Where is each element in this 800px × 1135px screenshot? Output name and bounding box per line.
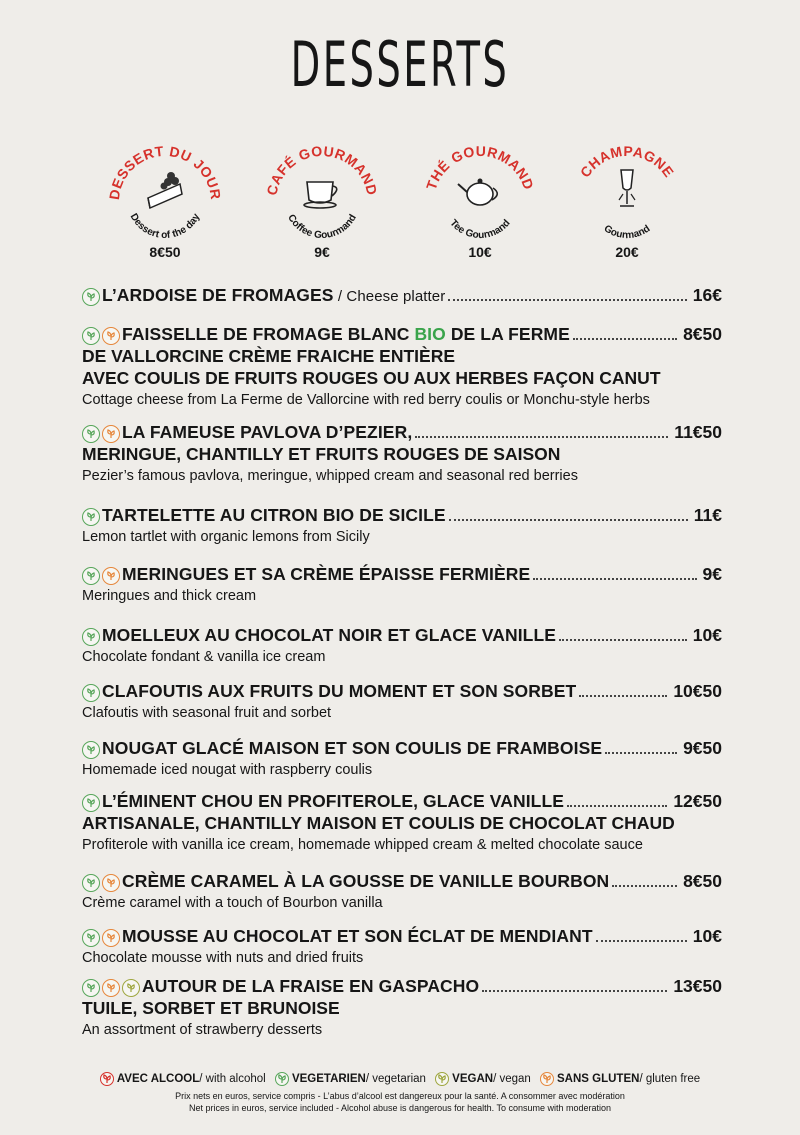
special-dessert-du-jour — [105, 138, 225, 268]
gluten-free-icon — [102, 979, 120, 997]
gluten-free-icon — [540, 1072, 554, 1086]
item-price: 13€50 — [673, 976, 722, 996]
item-price: 11€50 — [674, 422, 722, 442]
vegan-icon — [435, 1072, 449, 1086]
special-price: 20€ — [615, 244, 639, 260]
vegetarian-icon — [82, 327, 100, 345]
item-price: 11€ — [693, 505, 722, 525]
item-description: Pezier’s famous pavlova, meringue, whipped cream and seasonal red berries — [82, 468, 578, 484]
menu-item — [82, 925, 722, 968]
leader-dots — [596, 940, 687, 942]
alcohol-icon — [100, 1072, 114, 1086]
item-description: Homemade iced nougat with raspberry coulis — [82, 762, 373, 778]
item-name: MOELLEUX AU CHOCOLAT NOIR ET GLACE VANILLE — [102, 625, 557, 645]
special-cafe-gourmand — [262, 138, 382, 268]
special-champagne — [567, 138, 687, 268]
item-name-continued: DE VALLORCINE CRÈME FRAICHE ENTIÈRE — [82, 346, 456, 366]
item-price: 10€ — [692, 625, 722, 645]
item-name-continued: MERINGUE, CHANTILLY ET FRUITS ROUGES DE SAISON — [82, 444, 561, 464]
vegetarian-icon — [82, 929, 100, 947]
item-name: LA FAMEUSE PAVLOVA D’PEZIER, — [122, 422, 413, 442]
menu-item — [82, 323, 722, 410]
item-name: CRÈME CARAMEL À LA GOUSSE DE VANILLE BOURBON — [122, 871, 610, 891]
item-description: Chocolate mousse with nuts and dried fruits — [82, 950, 364, 966]
menu-item — [82, 680, 722, 723]
leader-dots — [612, 885, 677, 887]
item-description: Crème caramel with a touch of Bourbon vanilla — [82, 895, 383, 911]
special-price: 8€50 — [149, 244, 181, 260]
menu-item — [82, 975, 722, 1040]
svg-text:Coffee Gourmand — [285, 213, 359, 242]
vegetarian-icon — [82, 567, 100, 585]
item-description: Chocolate fondant & vanilla ice cream — [82, 649, 326, 665]
leader-dots — [415, 436, 668, 438]
item-description: Lemon tartlet with organic lemons from Sicily — [82, 529, 370, 545]
item-name: TARTELETTE AU CITRON BIO DE SICILE — [102, 505, 446, 525]
leader-dots — [605, 752, 677, 754]
footnote-en: Net prices in euros, service included - Alcohol abuse is dangerous for health. To consume with moderation — [188, 1103, 612, 1113]
item-name: L’ARDOISE DE FROMAGES / Cheese platter — [102, 285, 446, 305]
vegan-icon — [122, 979, 140, 997]
special-name: DESSERT DU JOUR — [105, 142, 225, 201]
vegetarian-icon — [82, 628, 100, 646]
leader-dots — [449, 519, 688, 521]
svg-text:Tee Gourmand — [447, 218, 512, 241]
champagne-glass-icon — [602, 164, 652, 214]
menu-item — [82, 870, 722, 913]
leader-dots — [482, 990, 667, 992]
page-title: DESSERTS — [290, 28, 510, 101]
vegetarian-icon — [82, 979, 100, 997]
leader-dots — [559, 639, 687, 641]
item-price: 8€50 — [683, 871, 722, 891]
item-price: 16€ — [692, 285, 722, 305]
item-price: 8€50 — [683, 324, 722, 344]
vegetarian-icon — [275, 1072, 289, 1086]
item-name: CLAFOUTIS AUX FRUITS DU MOMENT ET SON SORBET — [102, 681, 577, 701]
special-name: THÉ GOURMAND — [422, 142, 538, 192]
cake-icon — [140, 164, 190, 214]
special-name: CAFÉ GOURMAND — [263, 142, 381, 197]
vegetarian-icon — [82, 794, 100, 812]
footnote-fr: Prix nets en euros, service compris - L’abus d’alcool est dangereux pour la santé. A consommer avec modération — [175, 1091, 625, 1101]
special-the-gourmand — [420, 138, 540, 268]
leader-dots — [579, 695, 667, 697]
svg-text:Gourmand — [602, 223, 652, 241]
special-price: 9€ — [314, 244, 330, 260]
menu-item — [82, 624, 722, 667]
item-price: 9€50 — [683, 738, 722, 758]
item-price: 9€ — [702, 564, 722, 584]
vegetarian-icon — [82, 741, 100, 759]
vegetarian-icon — [82, 874, 100, 892]
menu-item — [82, 563, 722, 606]
item-description: Profiterole with vanilla ice cream, homemade whipped cream & melted chocolate sauce — [82, 837, 643, 853]
vegetarian-icon — [82, 425, 100, 443]
menu-item — [82, 284, 722, 306]
menu-item — [82, 790, 722, 855]
item-name: NOUGAT GLACÉ MAISON ET SON COULIS DE FRAMBOISE — [102, 738, 603, 758]
item-name: L’ÉMINENT CHOU EN PROFITEROLE, GLACE VANILLE — [102, 791, 565, 811]
menu-item — [82, 421, 722, 486]
leader-dots — [533, 578, 696, 580]
leader-dots — [448, 299, 686, 301]
bio-label: BIO — [414, 324, 446, 344]
menu-item — [82, 737, 722, 780]
special-english: Gourmand — [601, 223, 653, 242]
item-name-continued: AVEC COULIS DE FRUITS ROUGES OU AUX HERBES FAÇON CANUT — [82, 368, 661, 388]
item-name: MOUSSE AU CHOCOLAT ET SON ÉCLAT DE MENDIANT — [122, 926, 593, 946]
teapot-icon — [455, 164, 505, 214]
gluten-free-icon — [102, 327, 120, 345]
special-english: Dessert of the day — [127, 211, 203, 242]
item-name-continued: TUILE, SORBET ET BRUNOISE — [82, 998, 340, 1018]
gluten-free-icon — [102, 929, 120, 947]
vegetarian-icon — [82, 508, 100, 526]
item-name: AUTOUR DE LA FRAISE EN GASPACHO — [142, 976, 480, 996]
coffee-cup-icon — [297, 164, 347, 214]
legend: AVEC ALCOOL / with alcohol VEGETARIEN / vegetarian VEGAN / vegan SANS GLUTEN / gluten free — [0, 1072, 800, 1087]
item-price: 10€ — [692, 926, 722, 946]
gluten-free-icon — [102, 567, 120, 585]
vegetarian-icon — [82, 288, 100, 306]
menu-item — [82, 504, 722, 547]
gluten-free-icon — [102, 425, 120, 443]
item-description: Clafoutis with seasonal fruit and sorbet — [82, 705, 332, 721]
item-description: Meringues and thick cream — [82, 588, 257, 604]
special-price: 10€ — [468, 244, 492, 260]
item-description: Cottage cheese from La Ferme de Vallorcine with red berry coulis or Monchu-style herbs — [82, 392, 650, 408]
special-name: CHAMPAGNE — [576, 142, 678, 181]
item-price: 10€50 — [673, 681, 722, 701]
gluten-free-icon — [102, 874, 120, 892]
item-price: 12€50 — [673, 791, 722, 811]
vegetarian-icon — [82, 684, 100, 702]
leader-dots — [567, 805, 667, 807]
item-description: An assortment of strawberry desserts — [82, 1022, 323, 1038]
item-name: MERINGUES ET SA CRÈME ÉPAISSE FERMIÈRE — [122, 564, 531, 584]
special-english: Tee Gourmand — [447, 217, 513, 242]
leader-dots — [573, 338, 677, 340]
special-english: Coffee Gourmand — [285, 212, 359, 242]
svg-text:Dessert of the day — [128, 212, 203, 242]
item-name: FAISSELLE DE FROMAGE BLANC BIO DE LA FERME — [122, 324, 570, 344]
item-name-continued: ARTISANALE, CHANTILLY MAISON ET COULIS DE CHOCOLAT CHAUD — [82, 813, 675, 833]
